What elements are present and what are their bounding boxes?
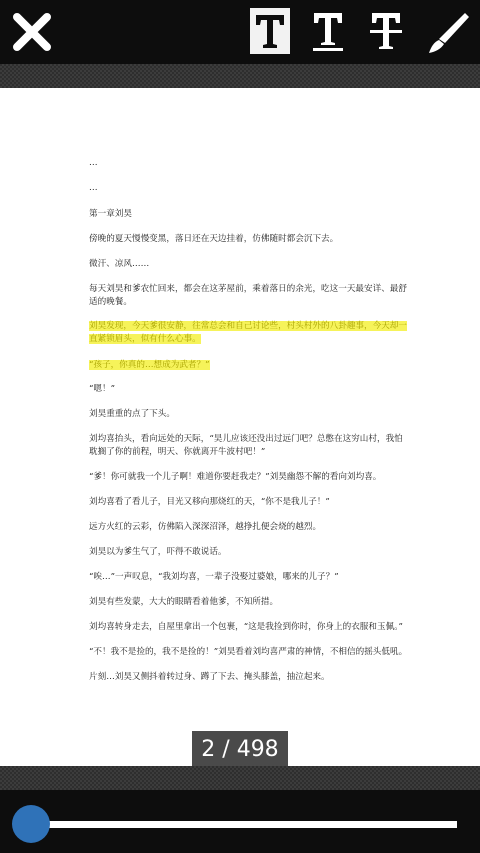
highlighted-paragraph[interactable] [89, 359, 409, 372]
underline-text-button[interactable] [306, 8, 350, 56]
paragraph: 傍晚的夏天慢慢变黑，落日还在天边挂着，仿佛随时都会沉下去。 [89, 234, 339, 244]
pen-icon [425, 9, 471, 55]
text-highlight: 刘昊发现，今天爹很安静，往常总会和自己讨论些，村头村外的八卦趣事，今天却一直紧锁眉头，似有什么心事。 [89, 321, 407, 344]
bold-text-button[interactable] [250, 8, 290, 54]
strikethrough-text-button[interactable] [364, 8, 408, 56]
page-number-indicator: 2 / 498 [192, 731, 288, 768]
paragraph: 微汗、凉风…… [89, 259, 150, 269]
paragraph: 远方火红的云彩，仿佛陷入深深沼泽，越挣扎便会烧的越烈。 [89, 522, 322, 532]
text-underline-icon [309, 10, 347, 54]
paragraph: 刘昊重重的点了下头。 [89, 409, 175, 419]
paragraph: 刘均喜转身走去，自屋里拿出一个包裹，“这是我捡到你时，你身上的衣服和玉佩。” [89, 622, 403, 632]
page-slider-track[interactable] [30, 821, 457, 828]
top-toolbar [0, 0, 480, 64]
pen-button[interactable] [424, 8, 472, 56]
paragraph: 片刻…刘昊又侧抖着转过身、蹲了下去、掩头膝盖，抽泣起来。 [89, 672, 330, 682]
close-button[interactable] [8, 8, 56, 56]
highlighted-paragraph[interactable] [89, 320, 409, 346]
paragraph: 每天刘昊和爹农忙回来，都会在这茅屋前，乘着落日的余光，吃这一天最安详、最舒适的晚餐。 [89, 284, 407, 307]
text-strikethrough-icon [367, 10, 405, 54]
document-page[interactable] [0, 88, 480, 766]
text-highlight: “孩子，你真的…想成为武者？” [89, 360, 210, 370]
paragraph: “爹！你可就我一个儿子啊！难道你要赶我走？”刘昊幽怨不解的看向刘均喜。 [89, 472, 382, 482]
close-icon [11, 11, 53, 53]
paragraph: 刘昊有些发蒙，大大的眼睛看着他爹，不知所措。 [89, 597, 279, 607]
paragraph: “嗯！” [89, 384, 115, 394]
paragraph: … [89, 158, 98, 168]
paragraph: 刘均喜抬头，看向远处的天际，“昊儿应该还没出过远门吧？总憋在这穷山村，我怕耽搁了你的前程，明天、你就离开牛波村吧！” [89, 434, 403, 457]
page-slider-thumb[interactable] [12, 805, 50, 843]
paragraph: 刘均喜看了看儿子，目光又移向那烧红的天，“你不是我儿子！” [89, 497, 330, 507]
chapter-title: 第一章刘昊 [89, 209, 132, 219]
paragraph: “唉…”一声叹息，“我刘均喜，一辈子没娶过婆娘，哪来的儿子？” [89, 572, 339, 582]
bottom-shadow-strip [0, 766, 480, 790]
paragraph: … [89, 183, 98, 193]
paragraph: “不！我不是捡的，我不是捡的！”刘昊看着刘均喜严肃的神情，不相信的摇头低吼。 [89, 647, 408, 657]
text-bold-icon [253, 12, 287, 50]
paragraph: 刘昊以为爹生气了，吓得不敢说话。 [89, 547, 227, 557]
toolbar-shadow-strip [0, 64, 480, 88]
